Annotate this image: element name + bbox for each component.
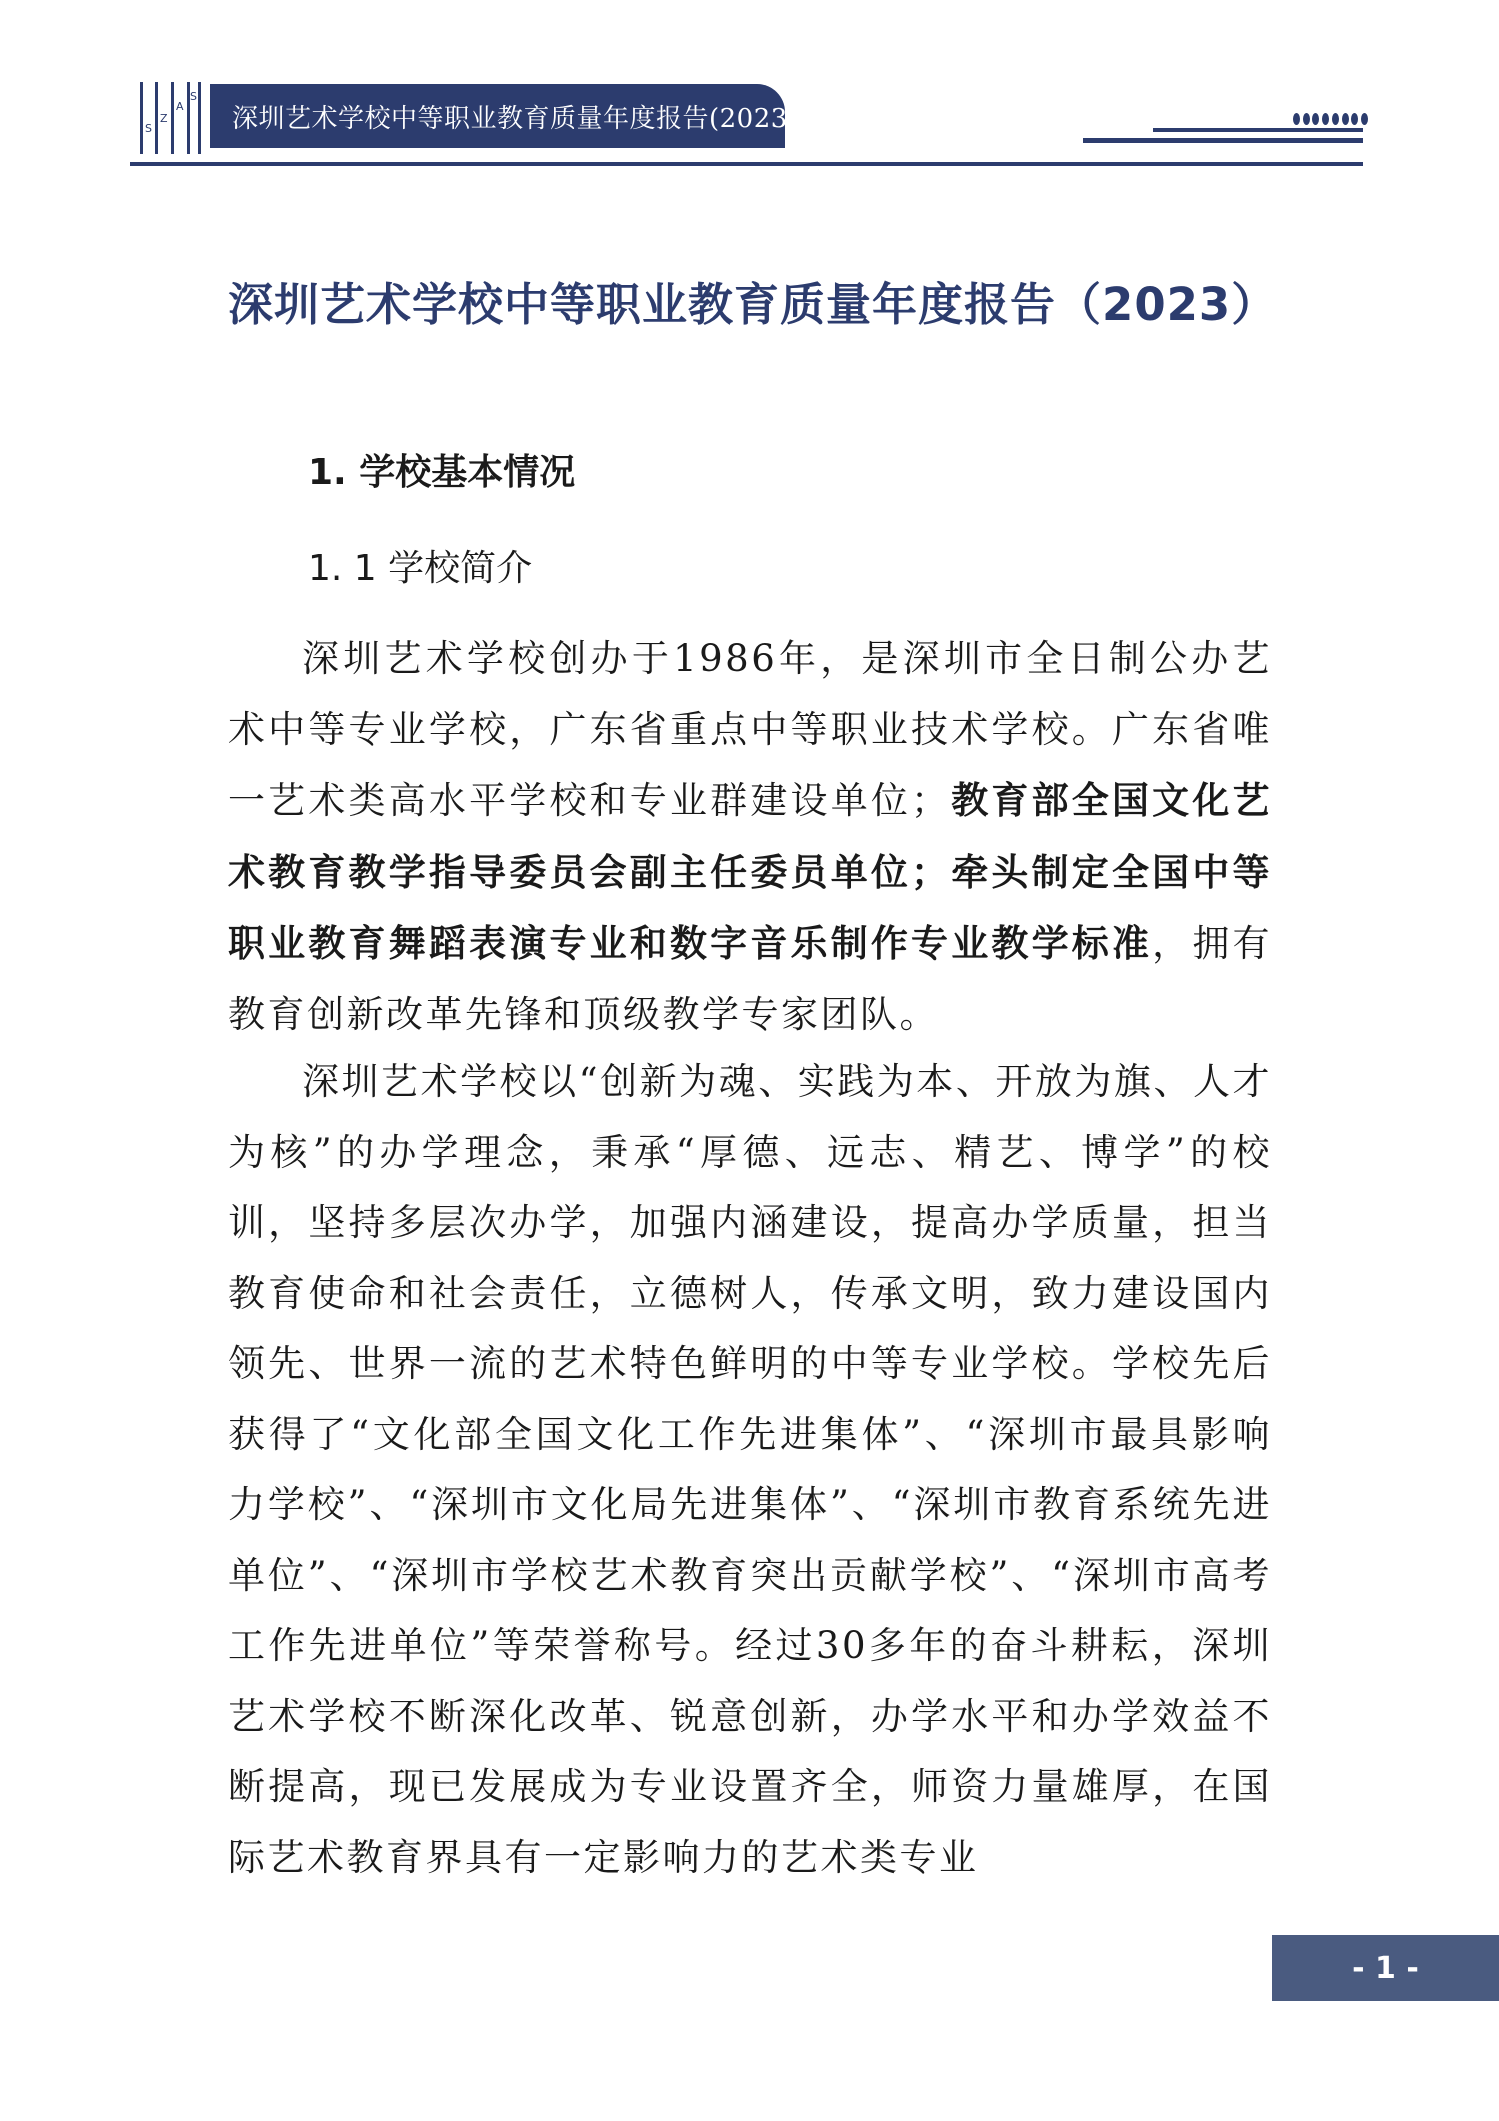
school-logo — [138, 80, 202, 156]
header-banner — [210, 84, 799, 148]
ornament-dot — [1303, 113, 1310, 125]
header-banner-title: 深圳艺术学校中等职业教育质量年度报告(2023) — [232, 103, 799, 134]
subsection-heading: 1. 1 学校简介 — [308, 548, 533, 589]
ornament-dot — [1351, 113, 1358, 125]
ornament-dot — [1361, 113, 1368, 125]
logo-letter-4: S — [190, 90, 197, 103]
paragraph-text: ，拥有教育创新改革先锋和顶级教学专家团队。 — [228, 922, 1273, 1036]
logo-letter-1: S — [145, 122, 152, 135]
ornament-dot — [1342, 113, 1349, 125]
ornament-dot — [1312, 113, 1319, 125]
ornament-dot — [1322, 113, 1329, 125]
document-title: 深圳艺术学校中等职业教育质量年度报告（2023） — [228, 278, 1278, 331]
logo-letter-2: Z — [160, 112, 168, 125]
section-heading: 1. 学校基本情况 — [308, 452, 576, 493]
ornament-dot — [1332, 113, 1339, 125]
paragraph-school-philosophy: 深圳艺术学校以“创新为魂、实践为本、开放为旗、人才为核”的办学理念，秉承“厚德、远志、精艺、博学”的校训，坚持多层次办学，加强内涵建设，提高办学质量，担当教育使命和社会责任，立德树人，传承文明，致力建设国内领先、世界一流的艺术特色鲜明的中等专业学校。学校先后获得了“文化部全国文化工作先进集体”、“深圳市最具影响力学校”、“深圳市文化局先进集体”、“深圳市教育系统先进单位”、“深圳市学校艺术教育突出贡献学校”、“深圳市高考工作先进单位”等荣誉称号。经过30多年的奋斗耕耘，深圳艺术学校不断深化改革、锐意创新，办学水平和办学效益不断提高，现已发展成为专业设置齐全，师资力量雄厚，在国际艺术教育界具有一定影响力的艺术类专业 — [228, 1060, 1272, 1879]
header-rule — [130, 162, 1363, 166]
paragraph-school-intro — [228, 624, 1272, 1050]
header-rule-short — [1153, 128, 1363, 132]
ornament-dot — [1293, 113, 1300, 125]
paragraph-bold-text: 教育部全国文化艺术教育教学指导委员会副主任委员单位；牵头制定全国中等职业教育舞蹈表演专业和数字音乐制作专业教学标准 — [228, 778, 1273, 965]
header-rule-right — [1083, 138, 1363, 143]
logo-letter-3: A — [176, 100, 184, 113]
page-number: - 1 - — [1272, 1935, 1499, 2001]
header-dots-ornament — [1293, 112, 1368, 126]
paragraph-text: 深圳艺术学校创办于1986年，是深圳市全日制公办艺术中等专业学校，广东省重点中等职业技术学校。广东省唯一艺术类高水平学校和专业群建设单位； — [228, 637, 1272, 822]
